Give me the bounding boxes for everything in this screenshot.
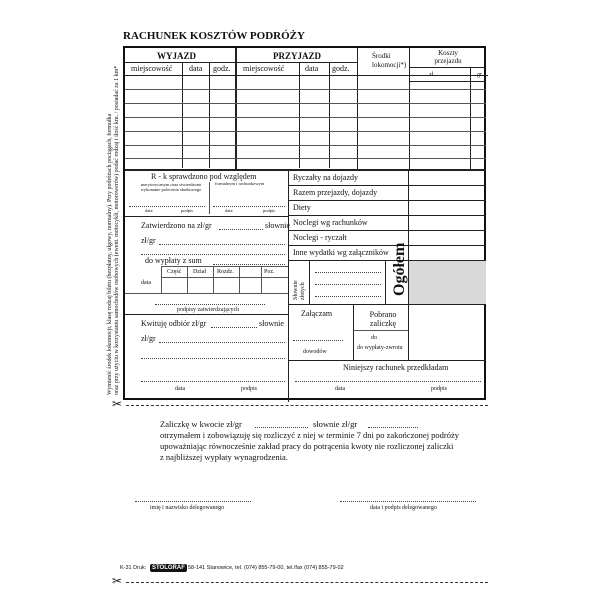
zaliczka-label: Zaliczkę w kwocie zł/gr <box>160 419 242 429</box>
col-gr: gr <box>477 72 482 78</box>
col-przyjazd: PRZYJAZD <box>273 51 322 61</box>
scissors-icon: ✂ <box>112 397 123 411</box>
rk-formal: formalnym i rachunkowym <box>215 181 265 186</box>
col-wyjazd: WYJAZD <box>157 51 197 61</box>
zalaczam-label: Załączam <box>301 309 333 318</box>
col-godz-2: godz. <box>332 64 350 73</box>
zaliczka-line3: upoważniając równocześnie zakład pracy do potrącenia kwoty nie rozliczonej zaliczki <box>160 441 454 451</box>
do-wyplaty-label: do wypłaty z sum <box>145 256 202 265</box>
slownie2-label: słownie <box>259 319 284 328</box>
slownie-zlotych-label: Słownie złotych <box>293 280 306 300</box>
row-noclegi-rycz: Noclegi - ryczałt <box>293 233 347 242</box>
side-note-2: oraz przy użyciu w korzystaniu samochodów osobowych (ewent. motocykli, motorowerów) podać rodzaj i ilość km. / posiadać za 1 km* <box>114 65 120 395</box>
col-data-1: data <box>189 64 203 73</box>
form-title: RACHUNEK KOSZTÓW PODRÓŻY <box>123 30 305 42</box>
rk-data-1: data <box>145 208 153 213</box>
right-podpis-label: podpis <box>431 386 448 392</box>
stolgraf-logo: STOLGRAF <box>152 565 185 571</box>
row-razem: Razem przejazdy, dojazdy <box>293 188 378 197</box>
side-note-1: Wymienić środek lokomocji, klasę rodzaj biletu (bezpłatny, ulgowy, normalny). Przy podróżach pociągach, formułka <box>107 113 113 395</box>
podpis2-label: podpis <box>241 386 258 392</box>
rk-sprawdzono: R - k sprawdzono pod względem <box>151 172 257 181</box>
zlgr2-label: zł/gr <box>141 334 156 343</box>
podpisy-zatw-label: podpisy zatwierdzających <box>177 307 240 313</box>
ogolem-amount-box <box>409 261 486 304</box>
kwituje-label: Kwituję odbiór zł/gr <box>141 319 207 328</box>
niniejszy-label: Niniejszy rachunek przedkładam <box>343 363 449 372</box>
poz-label: Poz. <box>264 269 275 275</box>
sig-left-label: imię i nazwisko delegowanego <box>150 505 225 511</box>
rk-podpis-2: podpis <box>263 208 276 213</box>
ogolem-label: Ogółem <box>391 242 408 296</box>
col-zl: zł <box>429 72 434 78</box>
do-wyplaty-zwrotu-label: do wypłaty-zwrotu <box>357 345 403 351</box>
row-diety: Diety <box>293 203 311 212</box>
pobrano-label: Pobrano zaliczkę <box>369 310 397 328</box>
dzial-label: Dział <box>193 269 206 275</box>
slownie-label: słownie <box>265 221 290 230</box>
footer-address: 58-141 Stanowice, tel. (074) 855-79-00, tel./fax (074) 855-79-02 <box>188 565 344 571</box>
col-miejscowosc-2: miejscowość <box>243 64 285 73</box>
row-inne: Inne wydatki wg załączników <box>293 248 389 257</box>
row-noclegi-rach: Noclegi wg rachunków <box>293 218 368 227</box>
rk-merit: merytorycznym oraz stwierdzono wykonanie polecenia służbowego <box>140 182 202 192</box>
sig-right-label: data i podpis delegowanego <box>370 505 437 511</box>
zaliczka-line2: otrzymałem i zobowiązuję się rozliczyć z niej w terminie 7 dni po zakończonej podróży <box>160 430 460 440</box>
data2-label: data <box>175 386 185 392</box>
col-srodki: Środki lokomocji*) <box>372 52 407 69</box>
rozdz-label: Rozdz. <box>217 269 234 275</box>
rk-podpis-1: podpis <box>181 208 194 213</box>
zaliczka-slownie-label: słownie zł/gr <box>313 419 358 429</box>
zaliczka-line4: z najbliższej wypłaty wynagrodzenia. <box>160 452 288 462</box>
rk-data-2: data <box>225 208 233 213</box>
zatwierdzono-label: Zatwierdzono na zł/gr <box>141 221 212 230</box>
col-koszty: Koszty przejazdu <box>434 49 462 65</box>
expense-form <box>123 46 486 400</box>
scissors-icon-bottom: ✂ <box>112 574 123 588</box>
czesc-label: Część <box>167 269 182 275</box>
right-data-label: data <box>335 386 345 392</box>
row-ryczalty: Ryczałty na dojazdy <box>293 173 358 182</box>
col-miejscowosc-1: miejscowość <box>131 64 173 73</box>
do-label: do <box>371 335 377 341</box>
dowodow-label: dowodów <box>303 349 327 355</box>
col-godz-1: godz. <box>213 64 231 73</box>
zlgr-label: zł/gr <box>141 236 156 245</box>
col-data-2: data <box>305 64 319 73</box>
data-label-budget: data <box>141 280 151 286</box>
footer-code: K-31 Druk: <box>120 565 147 571</box>
